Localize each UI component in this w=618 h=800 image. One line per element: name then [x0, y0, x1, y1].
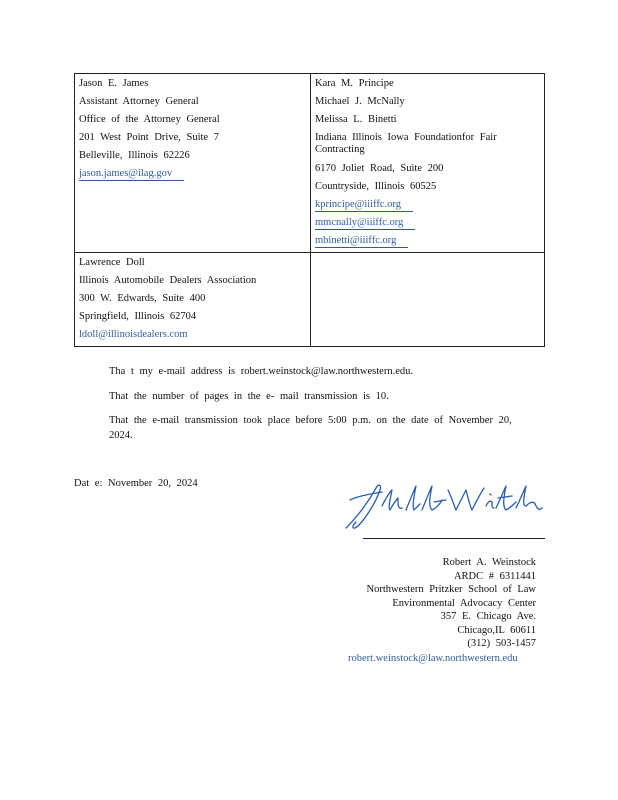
signer-email-link[interactable]: robert.weinstock@law.northwestern.edu: [348, 653, 518, 664]
service-cell-jason-james: [75, 74, 311, 253]
contact-name: Melissa L. Binetti: [315, 114, 397, 125]
contact-street: 6170 Joliet Road, Suite 200: [315, 163, 444, 174]
contact-city: Springfield, Illinois 62704: [79, 311, 197, 322]
signer-school: Northwestern Pritzker School of Law: [366, 584, 536, 595]
contact-city: Countryside, Illinois 60525: [315, 181, 437, 192]
service-cell-lawrence-doll: [75, 253, 311, 347]
contact-organization: Indiana Illinois Iowa Foundationfor Fair Contracting: [315, 132, 497, 155]
signature-block: [367, 556, 536, 651]
signer-city: Chicago,IL 60611: [457, 624, 536, 636]
email-link-mmcnally[interactable]: mmcnally@iiiffc.org: [315, 216, 415, 230]
statement-page-count: That the number of pages in the e- mail transmission is 10.: [109, 391, 389, 402]
signer-center: Environmental Advocacy Center: [392, 597, 536, 609]
signature-line: [363, 538, 545, 539]
service-list-table: [74, 73, 545, 347]
contact-name: Jason E. James: [79, 78, 149, 89]
contact-name: Lawrence Doll: [79, 257, 145, 268]
contact-city: Belleville, Illinois 62226: [79, 150, 190, 161]
signer-street: 357 E. Chicago Ave.: [440, 611, 536, 622]
contact-office: Office of the Attorney General: [79, 114, 220, 125]
contact-title: Assistant Attorney General: [79, 96, 199, 107]
contact-street: 201 West Point Drive, Suite 7: [79, 132, 219, 143]
email-link-jason-james[interactable]: jason.james@ilag.gov: [79, 167, 184, 181]
signer-ardc: ARDC # 6311441: [453, 570, 536, 582]
service-cell-empty: [311, 253, 545, 347]
signer-name: Robert A. Weinstock: [442, 557, 536, 568]
handwritten-signature: [336, 476, 546, 538]
statement-email-address: Tha t my e-mail address is robert.weinstock@law.northwestern.edu.: [109, 366, 413, 377]
contact-name: Kara M. Principe: [315, 78, 394, 89]
email-link-kprincipe[interactable]: kprincipe@iiiffc.org: [315, 198, 413, 212]
statement-transmission-time: That the e-mail transmission took place before 5:00 p.m. on the date of November 20, 2024.: [109, 415, 512, 441]
date-line: Dat e: November 20, 2024: [74, 478, 198, 489]
service-cell-iiiffc: [311, 74, 545, 253]
email-link-ldoll[interactable]: ldoll@illinoisdealers.com: [79, 329, 188, 340]
contact-name: Michael J. McNally: [315, 96, 405, 107]
signer-phone: (312) 503-1457: [467, 638, 536, 649]
contact-organization: Illinois Automobile Dealers Association: [79, 275, 257, 286]
email-link-mbinetti[interactable]: mbinetti@iiiffc.org: [315, 234, 408, 248]
contact-street: 300 W. Edwards, Suite 400: [79, 293, 206, 304]
